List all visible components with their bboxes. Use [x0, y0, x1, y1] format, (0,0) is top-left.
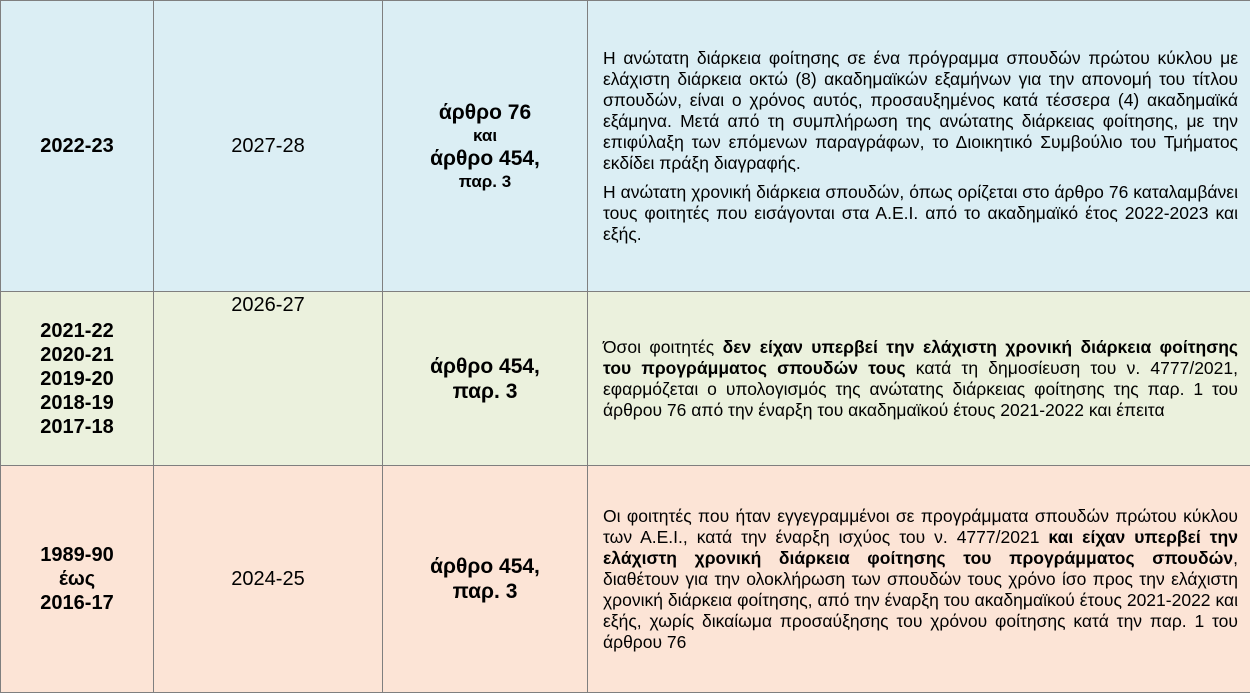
- entry-year: 2018-19: [1, 391, 153, 415]
- law-reference-line: άρθρο 76: [383, 100, 587, 125]
- law-reference-line: παρ. 3: [383, 579, 587, 604]
- description-text: , διαθέτουν για την ολοκλήρωση των σπουδών τους χρόνο ίσο προς την ελάχιστη χρονική διάρκεια φοίτησης, από την έναρξη του ακαδημαϊκού έτους 2021-2022 και εξής, χωρίς δικαίωμα προσαύξησης του χρόνου φοίτησης κατά την παρ. 1 του άρθρου 76: [603, 548, 1238, 652]
- description-paragraph: [603, 506, 1238, 653]
- description-cell: [588, 1, 1250, 292]
- description-paragraph: [603, 337, 1238, 421]
- description-emphasis: δεν είχαν υπερβεί την ελάχιστη χρονική διάρκεια φοίτησης του προγράμματος σπουδών τους: [603, 337, 1238, 378]
- entry-year: 2019-20: [1, 367, 153, 391]
- description-text: κατά τη δημοσίευση του ν. 4777/2021, εφαρμόζεται ο υπολογισμός της ανώτατης διάρκειας φοίτησης της παρ. 1 του άρθρου 76 από την έναρξη του ακαδημαϊκού έτους 2021-2022 και έπειτα: [603, 358, 1238, 420]
- entry-year: 2021-22: [1, 319, 153, 343]
- end-year: 2024-25: [231, 568, 304, 590]
- end-year: 2026-27: [231, 294, 304, 316]
- table-row: [1, 466, 1250, 693]
- entry-year: 2020-21: [1, 343, 153, 367]
- law-reference-line: παρ. 3: [383, 379, 587, 404]
- end-year-cell: [154, 292, 383, 466]
- law-reference-cell: [383, 466, 588, 693]
- description-emphasis: και είχαν υπερβεί την ελάχιστη χρονική διάρκεια φοίτησης του προγράμματος σπουδών: [603, 527, 1238, 568]
- end-year: 2027-28: [231, 135, 304, 157]
- table-row: [1, 292, 1250, 466]
- law-reference-cell: [383, 1, 588, 292]
- entry-year: έως: [1, 567, 153, 591]
- law-reference-line: άρθρο 454,: [383, 554, 587, 579]
- law-reference-line: και: [383, 125, 587, 146]
- entry-year: 2017-18: [1, 415, 153, 439]
- law-reference-line: παρ. 3: [383, 171, 587, 192]
- law-reference-line: άρθρο 454,: [383, 354, 587, 379]
- entry-year: 2016-17: [1, 591, 153, 615]
- entry-year-cell: [1, 292, 154, 466]
- entry-year: 2022-23: [1, 134, 153, 158]
- law-reference-cell: [383, 292, 588, 466]
- description-text: Όσοι φοιτητές: [603, 337, 723, 357]
- description-cell: [588, 466, 1250, 693]
- end-year-cell: [154, 1, 383, 292]
- description-cell: [588, 292, 1250, 466]
- table-row: [1, 1, 1250, 292]
- entry-year-cell: [1, 1, 154, 292]
- description-text: Οι φοιτητές που ήταν εγγεγραμμένοι σε προγράμματα σπουδών πρώτου κύκλου των Α.Ε.Ι., κατά την έναρξη ισχύος του ν. 4777/2021: [603, 506, 1238, 547]
- description-paragraph: Η ανώτατη χρονική διάρκεια σπουδών, όπως ορίζεται στο άρθρο 76 καταλαμβάνει τους φοιτητές που εισάγονται στα Α.Ε.Ι. από το ακαδημαϊκό έτος 2022-2023 και εξής.: [603, 182, 1238, 245]
- description-paragraph: Η ανώτατη διάρκεια φοίτησης σε ένα πρόγραμμα σπουδών πρώτου κύκλου με ελάχιστη διάρκεια οκτώ (8) ακαδημαϊκών εξαμήνων για την απονομή του τίτλου σπουδών, είναι ο χρόνος αυτός, προσαυξημένος κατά τέσσερα (4) ακαδημαϊκά εξάμηνα. Μετά από τη συμπλήρωση της ανώτατης διάρκειας φοίτησης, με την επιφύλαξη των επόμενων παραγράφων, το Διοικητικό Συμβούλιο του Τμήματος εκδίδει πράξη διαγραφής.: [603, 48, 1238, 174]
- end-year-cell: [154, 466, 383, 693]
- entry-year: 1989-90: [1, 543, 153, 567]
- law-reference-line: άρθρο 454,: [383, 146, 587, 171]
- entry-year-cell: [1, 466, 154, 693]
